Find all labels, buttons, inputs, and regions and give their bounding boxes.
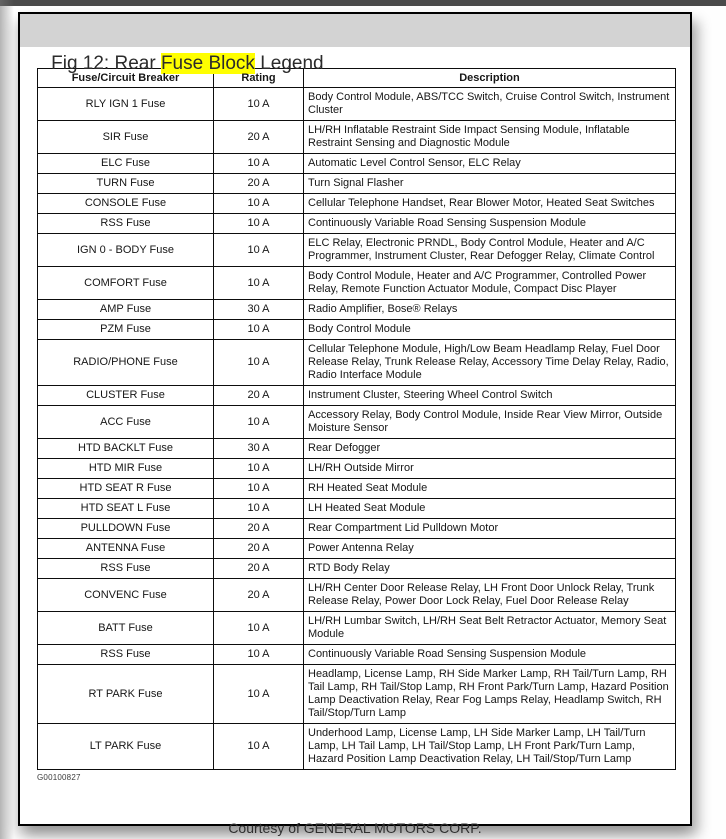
rating-cell: 30 A bbox=[214, 300, 304, 320]
description-cell: LH/RH Lumbar Switch, LH/RH Seat Belt Retractor Actuator, Memory Seat Module bbox=[304, 612, 676, 645]
top-edge-bar bbox=[0, 0, 726, 6]
figure-title-bar bbox=[20, 14, 690, 74]
fuse-name-cell: ELC Fuse bbox=[38, 154, 214, 174]
fuse-table-body bbox=[38, 88, 676, 770]
description-cell: RTD Body Relay bbox=[304, 559, 676, 579]
description-cell: RH Heated Seat Module bbox=[304, 479, 676, 499]
description-cell: LH/RH Center Door Release Relay, LH Front Door Unlock Relay, Trunk Release Relay, Power Door Lock Relay, Fuel Door Release Relay bbox=[304, 579, 676, 612]
fuse-name-cell: RSS Fuse bbox=[38, 645, 214, 665]
table-row bbox=[38, 665, 676, 724]
rating-cell: 20 A bbox=[214, 519, 304, 539]
table-row bbox=[38, 340, 676, 386]
table-row bbox=[38, 121, 676, 154]
description-cell: Accessory Relay, Body Control Module, Inside Rear View Mirror, Outside Moisture Sensor bbox=[304, 406, 676, 439]
fuse-name-cell: CONSOLE Fuse bbox=[38, 194, 214, 214]
fuse-name-cell: PULLDOWN Fuse bbox=[38, 519, 214, 539]
fuse-name-cell: SIR Fuse bbox=[38, 121, 214, 154]
fuse-name-cell: RLY IGN 1 Fuse bbox=[38, 88, 214, 121]
rating-cell: 20 A bbox=[214, 579, 304, 612]
table-row bbox=[38, 439, 676, 459]
table-row bbox=[38, 267, 676, 300]
table-row bbox=[38, 645, 676, 665]
fuse-name-cell: CONVENC Fuse bbox=[38, 579, 214, 612]
fuse-name-cell: ANTENNA Fuse bbox=[38, 539, 214, 559]
description-cell: LH/RH Outside Mirror bbox=[304, 459, 676, 479]
description-cell: LH Heated Seat Module bbox=[304, 499, 676, 519]
left-edge-shadow bbox=[0, 0, 14, 839]
figure-title-suffix: Legend bbox=[254, 53, 324, 74]
rating-cell: 30 A bbox=[214, 439, 304, 459]
fuse-table bbox=[37, 68, 676, 770]
rating-cell: 10 A bbox=[214, 234, 304, 267]
description-cell: LH/RH Inflatable Restraint Side Impact Sensing Module, Inflatable Restraint Sensing and Diagnostic Module bbox=[304, 121, 676, 154]
fuse-name-cell: COMFORT Fuse bbox=[38, 267, 214, 300]
column-header-description: Description bbox=[304, 69, 676, 88]
description-cell: Underhood Lamp, License Lamp, LH Side Marker Lamp, LH Tail/Turn Lamp, LH Tail Lamp, LH Tail/Stop Lamp, LH Front Park/Turn Lamp, Hazard Position Lamp Deactivation Relay, LH Tail/Stop/Turn Lamp bbox=[304, 724, 676, 770]
rating-cell: 10 A bbox=[214, 459, 304, 479]
table-row bbox=[38, 154, 676, 174]
table-row bbox=[38, 479, 676, 499]
rating-cell: 10 A bbox=[214, 406, 304, 439]
description-cell: Rear Defogger bbox=[304, 439, 676, 459]
description-cell: Instrument Cluster, Steering Wheel Control Switch bbox=[304, 386, 676, 406]
rating-cell: 10 A bbox=[214, 724, 304, 770]
fuse-name-cell: RSS Fuse bbox=[38, 214, 214, 234]
table-row bbox=[38, 174, 676, 194]
description-cell: Body Control Module bbox=[304, 320, 676, 340]
description-cell: Turn Signal Flasher bbox=[304, 174, 676, 194]
description-cell: Body Control Module, Heater and A/C Programmer, Controlled Power Relay, Remote Function Actuator Module, Compact Disc Player bbox=[304, 267, 676, 300]
rating-cell: 10 A bbox=[214, 499, 304, 519]
table-row bbox=[38, 194, 676, 214]
column-header-rating: Rating bbox=[214, 69, 304, 88]
rating-cell: 10 A bbox=[214, 267, 304, 300]
fuse-name-cell: PZM Fuse bbox=[38, 320, 214, 340]
description-cell: Cellular Telephone Handset, Rear Blower Motor, Heated Seat Switches bbox=[304, 194, 676, 214]
table-row bbox=[38, 320, 676, 340]
rating-cell: 10 A bbox=[214, 154, 304, 174]
fuse-name-cell: AMP Fuse bbox=[38, 300, 214, 320]
table-row bbox=[38, 539, 676, 559]
table-row bbox=[38, 234, 676, 267]
fuse-name-cell: IGN 0 - BODY Fuse bbox=[38, 234, 214, 267]
fuse-name-cell: HTD SEAT L Fuse bbox=[38, 499, 214, 519]
fuse-name-cell: HTD MIR Fuse bbox=[38, 459, 214, 479]
description-cell: Continuously Variable Road Sensing Suspension Module bbox=[304, 645, 676, 665]
rating-cell: 10 A bbox=[214, 88, 304, 121]
fuse-name-cell: HTD BACKLT Fuse bbox=[38, 439, 214, 459]
fuse-name-cell: ACC Fuse bbox=[38, 406, 214, 439]
courtesy-line: Courtesy of GENERAL MOTORS CORP. bbox=[228, 820, 482, 836]
column-header-fuse: Fuse/Circuit Breaker bbox=[38, 69, 214, 88]
description-cell: Headlamp, License Lamp, RH Side Marker Lamp, RH Tail/Turn Lamp, RH Tail Lamp, RH Tail/Stop Lamp, RH Front Park/Turn Lamp, Hazard Position Lamp Deactivation Relay, Rear Fog Lamps Relay, Headlamp Switch, RH Tail/Stop/Turn Lamp bbox=[304, 665, 676, 724]
rating-cell: 10 A bbox=[214, 194, 304, 214]
rating-cell: 10 A bbox=[214, 665, 304, 724]
rating-cell: 10 A bbox=[214, 645, 304, 665]
table-row bbox=[38, 519, 676, 539]
table-row bbox=[38, 386, 676, 406]
description-cell: ELC Relay, Electronic PRNDL, Body Control Module, Heater and A/C Programmer, Instrument Cluster, Rear Defogger Relay, Climate Control bbox=[304, 234, 676, 267]
table-row bbox=[38, 559, 676, 579]
table-row bbox=[38, 214, 676, 234]
table-row bbox=[38, 579, 676, 612]
fuse-name-cell: CLUSTER Fuse bbox=[38, 386, 214, 406]
table-row bbox=[38, 88, 676, 121]
description-cell: Cellular Telephone Module, High/Low Beam Headlamp Relay, Fuel Door Release Relay, Trunk Release Relay, Accessory Time Delay Relay, Radio, Radio Interface Module bbox=[304, 340, 676, 386]
table-area bbox=[20, 47, 690, 770]
header-row bbox=[38, 69, 676, 88]
rating-cell: 20 A bbox=[214, 559, 304, 579]
fuse-name-cell: TURN Fuse bbox=[38, 174, 214, 194]
table-row bbox=[38, 724, 676, 770]
rating-cell: 20 A bbox=[214, 174, 304, 194]
document-page bbox=[18, 12, 692, 836]
rating-cell: 10 A bbox=[214, 214, 304, 234]
description-cell: Automatic Level Control Sensor, ELC Relay bbox=[304, 154, 676, 174]
rating-cell: 20 A bbox=[214, 539, 304, 559]
rating-cell: 10 A bbox=[214, 320, 304, 340]
table-row bbox=[38, 406, 676, 439]
table-row bbox=[38, 459, 676, 479]
description-cell: Radio Amplifier, Bose® Relays bbox=[304, 300, 676, 320]
rating-cell: 10 A bbox=[214, 612, 304, 645]
description-cell: Rear Compartment Lid Pulldown Motor bbox=[304, 519, 676, 539]
fuse-name-cell: RT PARK Fuse bbox=[38, 665, 214, 724]
figure-code: G00100827 bbox=[37, 773, 81, 782]
fuse-table-header bbox=[38, 69, 676, 88]
table-row bbox=[38, 612, 676, 645]
rating-cell: 10 A bbox=[214, 479, 304, 499]
rating-cell: 10 A bbox=[214, 340, 304, 386]
fuse-name-cell: RADIO/PHONE Fuse bbox=[38, 340, 214, 386]
table-row bbox=[38, 300, 676, 320]
fuse-name-cell: HTD SEAT R Fuse bbox=[38, 479, 214, 499]
rating-cell: 20 A bbox=[214, 121, 304, 154]
figure-title-prefix: Fig 12: Rear bbox=[51, 53, 161, 74]
table-row bbox=[38, 499, 676, 519]
description-cell: Power Antenna Relay bbox=[304, 539, 676, 559]
fuse-name-cell: BATT Fuse bbox=[38, 612, 214, 645]
description-cell: Body Control Module, ABS/TCC Switch, Cruise Control Switch, Instrument Cluster bbox=[304, 88, 676, 121]
figure-title-highlight: Fuse Block bbox=[160, 53, 255, 74]
fuse-name-cell: LT PARK Fuse bbox=[38, 724, 214, 770]
description-cell: Continuously Variable Road Sensing Suspension Module bbox=[304, 214, 676, 234]
fuse-name-cell: RSS Fuse bbox=[38, 559, 214, 579]
rating-cell: 20 A bbox=[214, 386, 304, 406]
